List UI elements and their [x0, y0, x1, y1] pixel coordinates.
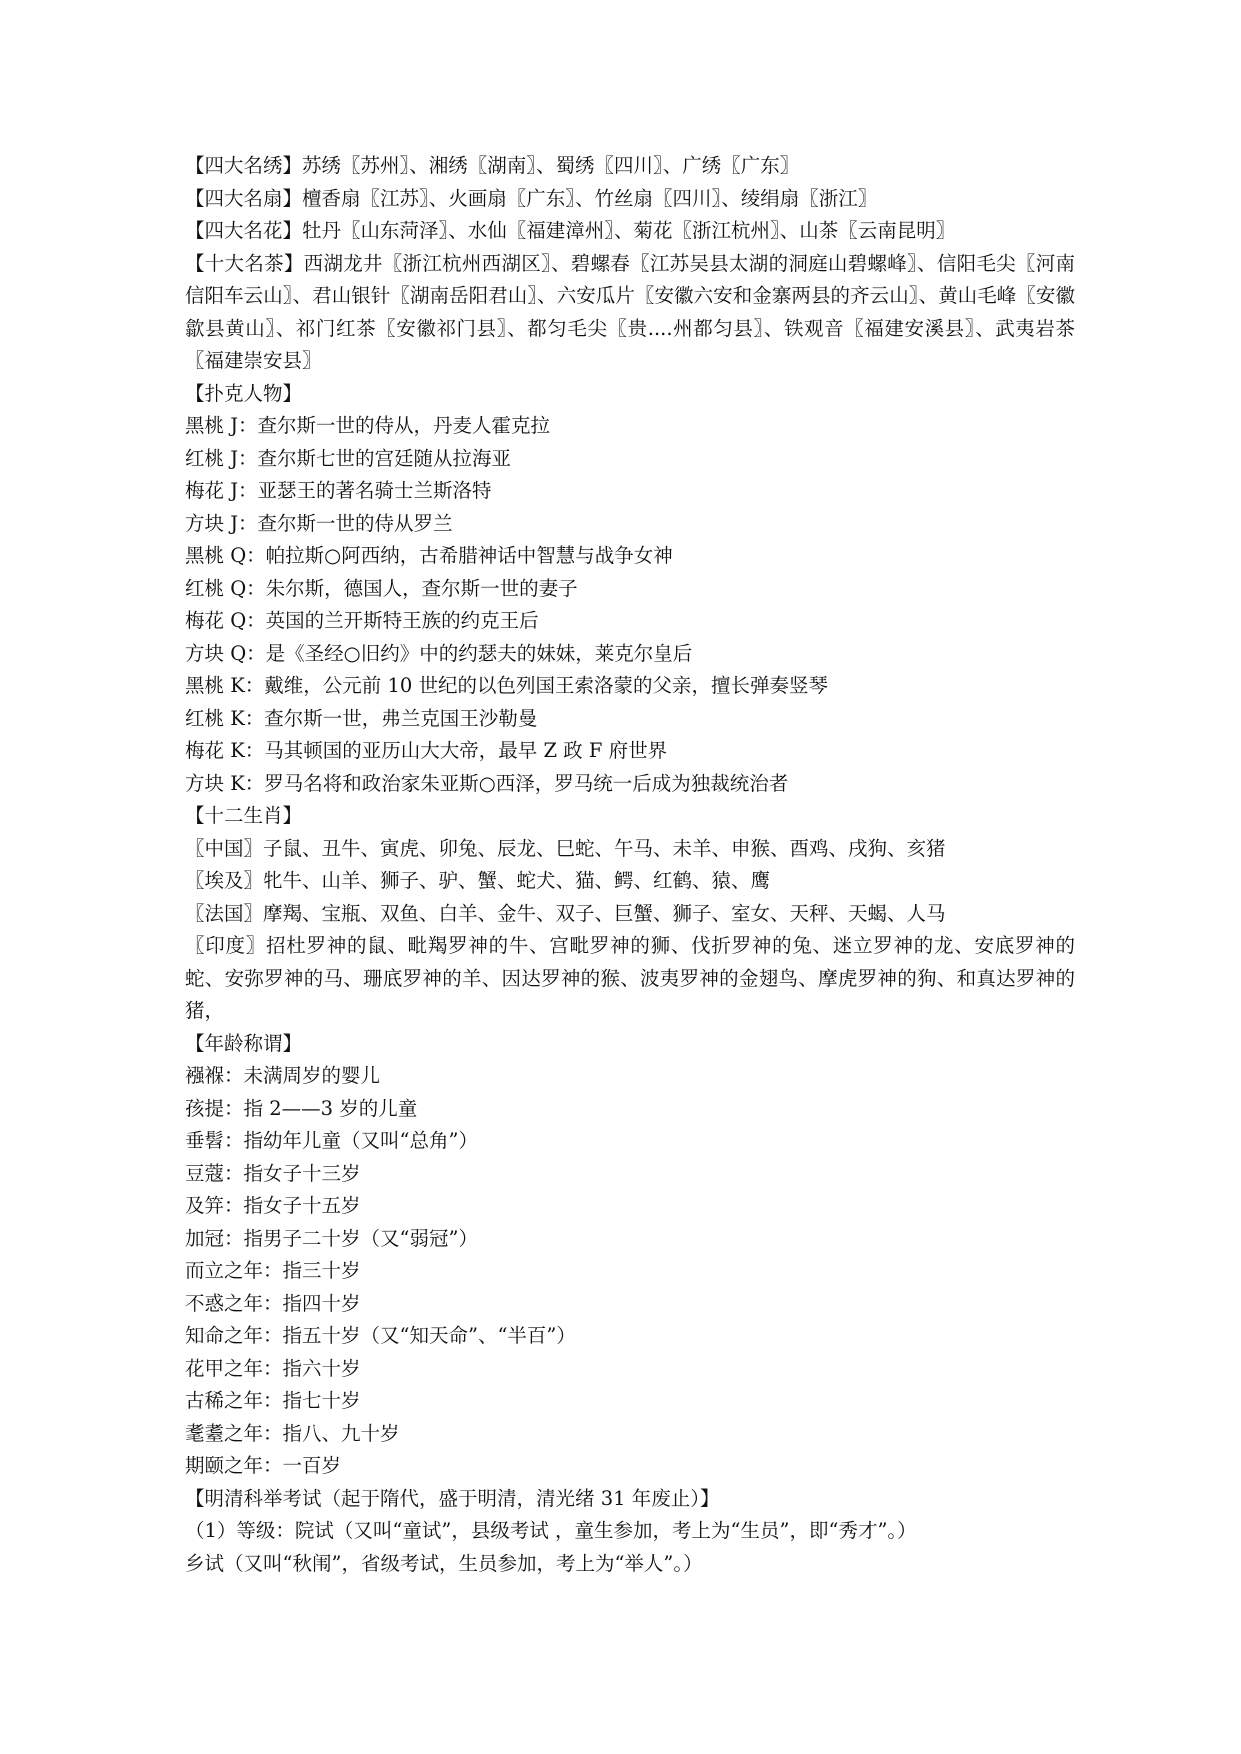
list-item: 黑桃 Q：帕拉斯○阿西纳，古希腊神话中智慧与战争女神 — [185, 544, 673, 567]
list-item: 花甲之年：指六十岁 — [185, 1356, 361, 1380]
list-item: 及笄：指女子十五岁 — [185, 1194, 361, 1217]
exam-line-1: （1）等级：院试（又叫“童试”，县级考试 ，童生参加，考上为“生员”，即“秀才”。） — [185, 1519, 917, 1542]
list-item: 红桃 Q：朱尔斯，德国人，查尔斯一世的妻子 — [185, 576, 578, 600]
zodiac-china: 〖中国〗子鼠、丑牛、寅虎、卯兔、辰龙、巳蛇、午马、未羊、申猴、酉鸡、戌狗、亥猪 — [185, 836, 946, 860]
list-item: 方块 Q：是《圣经○旧约》中的约瑟夫的妹妹，莱克尔皇后 — [185, 641, 693, 665]
list-item: 古稀之年：指七十岁 — [185, 1389, 361, 1412]
zodiac-france: 〖法国〗摩羯、宝瓶、双鱼、白羊、金牛、双子、巨蟹、狮子、室女、天秤、天蝎、人马 — [185, 901, 946, 925]
age-list — [185, 1060, 1075, 1483]
list-item: 方块 K：罗马名将和政治家朱亚斯○西泽，罗马统一后成为独裁统治者 — [185, 771, 789, 795]
list-item: 不惑之年：指四十岁 — [185, 1291, 361, 1315]
document-page — [185, 150, 1075, 1580]
fans-line: 【四大名扇】檀香扇〖江苏〗、火画扇〖广东〗、竹丝扇〖四川〗、绫绢扇〖浙江〗 — [185, 186, 878, 210]
zodiac-india: 〖印度〗招杜罗神的鼠、毗羯罗神的牛、宫毗罗神的狮、伐折罗神的兔、迷立罗神的龙、安底罗神的蛇、安弥罗神的马、珊底罗神的羊、因达罗神的猴、波夷罗神的金翅鸟、摩虎罗神的狗、和真达罗神的猪， — [185, 934, 1075, 1022]
poker-list — [185, 410, 1075, 800]
list-item: 期颐之年：一百岁 — [185, 1454, 342, 1477]
list-item: 梅花 Q：英国的兰开斯特王族的约克王后 — [185, 609, 539, 632]
flowers-line: 【四大名花】牡丹〖山东菏泽〗、水仙〖福建漳州〗、菊花〖浙江杭州〗、山茶〖云南昆明〗 — [185, 219, 956, 242]
list-item: 孩提：指 2——3 岁的儿童 — [185, 1096, 418, 1120]
embroidery-line: 【四大名绣】苏绣〖苏州〗、湘绣〖湖南〗、蜀绣〖四川〗、广绣〖广东〗 — [185, 154, 800, 177]
list-item: 知命之年：指五十岁（又“知天命”、“半百”） — [185, 1324, 576, 1347]
zodiac-heading: 【十二生肖】 — [185, 804, 303, 827]
teas-paragraph: 【十大名茶】西湖龙井〖浙江杭州西湖区〗、碧螺春〖江苏吴县太湖的洞庭山碧螺峰〗、信阳毛尖〖河南信阳车云山〗、君山银针〖湖南岳阳君山〗、六安瓜片〖安徽六安和金寨两县的齐云山〗、黄山毛峰〖安徽歙县黄山〗、祁门红茶〖安徽祁门县〗、都匀毛尖〖贵....州都匀县〗、铁观音〖福建安溪县〗、武夷岩茶〖福建崇安县〗 — [185, 251, 1075, 372]
list-item: 黑桃 J：查尔斯一世的侍从，丹麦人霍克拉 — [185, 414, 551, 437]
list-item: 垂髫：指幼年儿童（又叫“总角”） — [185, 1129, 478, 1152]
poker-heading: 【扑克人物】 — [185, 381, 303, 405]
list-item: 方块 J：查尔斯一世的侍从罗兰 — [185, 511, 453, 535]
list-item: 而立之年：指三十岁 — [185, 1259, 361, 1282]
list-item: 耄耋之年：指八、九十岁 — [185, 1421, 400, 1445]
list-item: 加冠：指男子二十岁（又“弱冠”） — [185, 1226, 478, 1250]
list-item: 梅花 K：马其顿国的亚历山大大帝，最早 Z 政 F 府世界 — [185, 739, 668, 762]
exam-heading: 【明清科举考试（起于隋代，盛于明清，清光绪 31 年废止）】 — [185, 1486, 720, 1510]
age-heading: 【年龄称谓】 — [185, 1031, 303, 1055]
list-item: 红桃 K：查尔斯一世，弗兰克国王沙勒曼 — [185, 706, 538, 730]
list-item: 红桃 J：查尔斯七世的宫廷随从拉海亚 — [185, 446, 512, 470]
list-item: 黑桃 K：戴维，公元前 10 世纪的以色列国王索洛蒙的父亲，擅长弹奏竖琴 — [185, 674, 828, 697]
list-item: 梅花 J：亚瑟王的著名骑士兰斯洛特 — [185, 479, 492, 502]
list-item: 豆蔻：指女子十三岁 — [185, 1161, 361, 1185]
zodiac-egypt: 〖埃及〗牝牛、山羊、狮子、驴、蟹、蛇犬、猫、鳄、红鹤、猿、鹰 — [185, 869, 771, 892]
exam-line-2: 乡试（又叫“秋闱”，省级考试，生员参加，考上为“举人”。） — [185, 1551, 703, 1575]
list-item: 襁褓：未满周岁的婴儿 — [185, 1064, 381, 1087]
